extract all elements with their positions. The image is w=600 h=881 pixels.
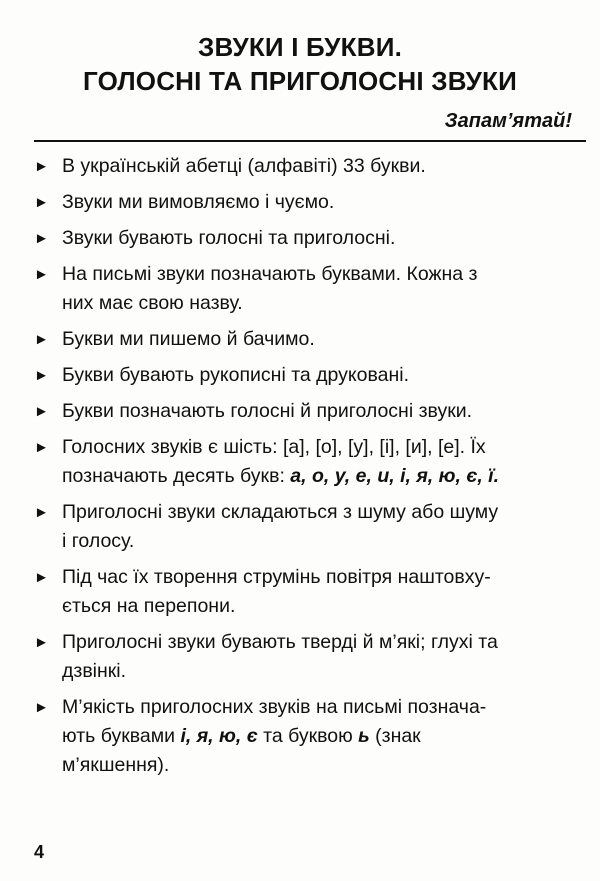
item-text-line-2: них має свою назву. [62,292,243,314]
list-item [34,224,586,253]
list-item [34,498,586,556]
page-title [0,30,600,98]
page-number: 4 [34,842,45,862]
triangle-right-icon: ► [34,439,49,456]
vowel-letters: а, о, у, е, и, і, я, ю, є, ї. [290,465,499,487]
list-item [34,152,586,181]
title-line-2: ГОЛОСНІ ТА ПРИГОЛОСНІ ЗВУКИ [82,66,518,96]
list-item [34,325,586,354]
item-text: Букви ми пишемо й бачимо. [62,328,315,350]
item-text: Звуки бувають голосні та приголосні. [62,227,396,249]
item-text: Букви бувають рукописні та друковані. [62,364,410,386]
section-heading: Запам’ятай! [444,110,572,132]
softening-letters: і, я, ю, є [180,725,258,747]
item-text: В українській абетці (алфавіті) 33 букви. [62,155,426,177]
triangle-right-icon: ► [34,504,49,521]
facts-list [34,152,586,787]
item-text: Звуки ми вимовляємо і чуємо. [62,191,335,213]
item-text: Букви позначають голосні й приголосні звуки. [62,400,473,422]
item-text-line-1: Приголосні звуки складаються з шуму або шуму [62,501,499,523]
item-text-line-1: М’якість приголосних звуків на письмі познача- [62,696,487,718]
triangle-right-icon: ► [34,634,49,651]
item-text-line-2b: та буквою [257,725,359,747]
title-line-1: ЗВУКИ І БУКВИ. [197,32,403,62]
item-text-line-1: Під час їх творення струмінь повітря наштовху- [62,566,491,588]
item-text-line-2c: (знак [369,725,421,747]
triangle-right-icon: ► [34,403,49,420]
item-text-line-1: Приголосні звуки бувають тверді й м’які; глухі та [62,631,498,653]
item-text-line-2: позначають десять букв: [62,465,291,487]
triangle-right-icon: ► [34,266,49,283]
heading-rule [34,140,586,142]
triangle-right-icon: ► [34,569,49,586]
triangle-right-icon: ► [34,158,49,175]
item-text-line-1: Голосних звуків є шість: [а], [о], [у], [і], [и], [е]. Їх [62,436,486,458]
item-text-line-2a: ють буквами [62,725,181,747]
triangle-right-icon: ► [34,367,49,384]
list-item [34,563,586,621]
item-text-line-2: дзвінкі. [62,660,127,682]
list-item [34,433,586,491]
list-item [34,188,586,217]
list-item [34,260,586,318]
triangle-right-icon: ► [34,699,49,716]
list-item [34,628,586,686]
list-item [34,397,586,426]
triangle-right-icon: ► [34,331,49,348]
item-text-line-2: і голосу. [62,530,135,552]
list-item [34,361,586,390]
item-text-line-1: На письмі звуки позначають буквами. Кожна з [62,263,478,285]
triangle-right-icon: ► [34,230,49,247]
item-text-line-2: ється на перепони. [62,595,236,617]
soft-sign-letter: ь [358,725,370,747]
triangle-right-icon: ► [34,194,49,211]
list-item [34,693,586,780]
item-text-line-3: м’якшення). [62,754,170,776]
